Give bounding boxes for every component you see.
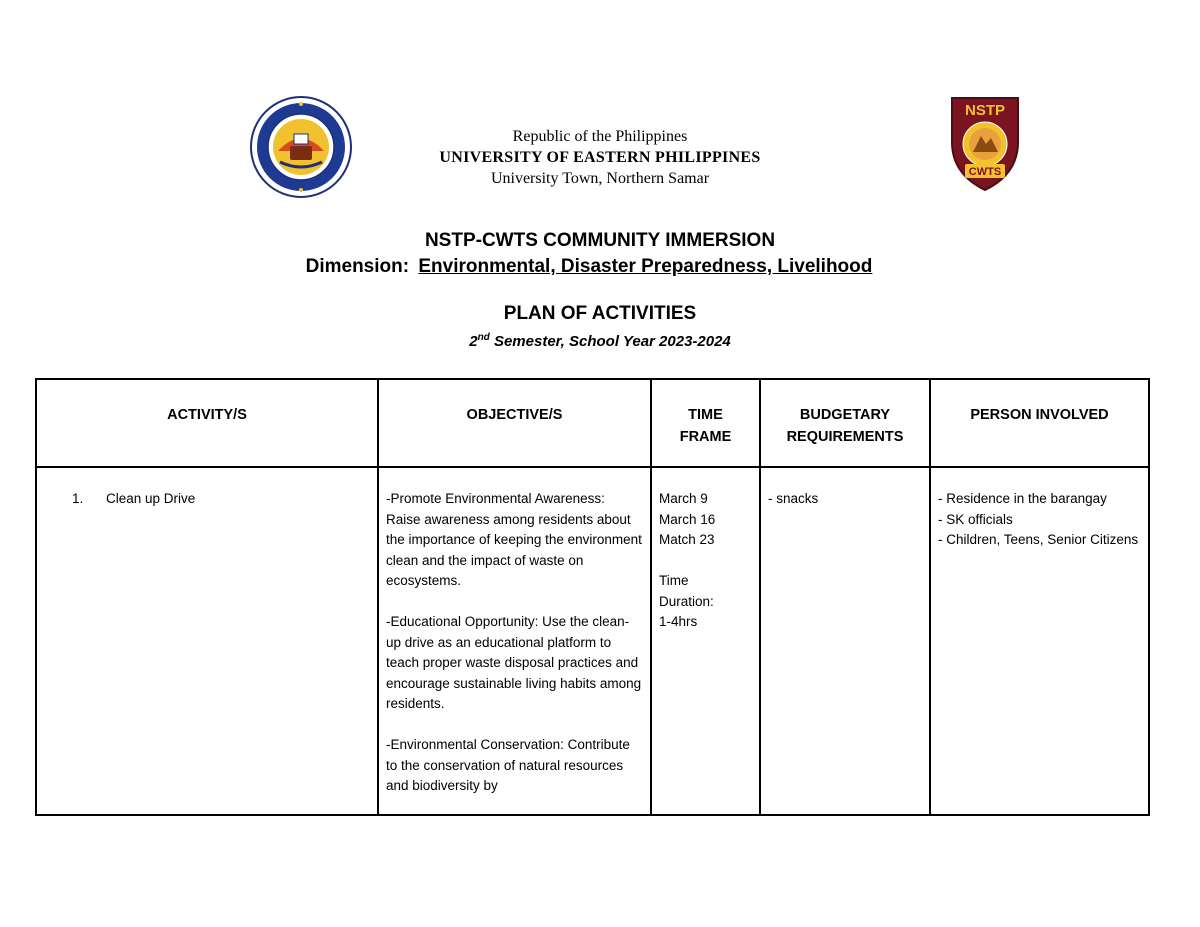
- activity-label: Clean up Drive: [106, 491, 196, 506]
- dimension-line: [0, 254, 1200, 280]
- header-objective: [378, 379, 651, 467]
- header-requirements-label: REQUIREMENTS: [786, 429, 904, 445]
- header-time-frame: [651, 379, 760, 467]
- header-budgetary-label: BUDGETARY: [799, 407, 891, 423]
- person-item: - Children, Teens, Senior Citizens: [938, 532, 1139, 547]
- republic-line: Republic of the Philippines: [512, 128, 688, 145]
- activities-table: [35, 378, 1150, 816]
- university-address: University Town, Northern Samar: [490, 170, 710, 187]
- nstp-cwts-logo-icon: [948, 94, 1022, 192]
- date-item: March 9: [659, 491, 708, 506]
- dimension-value: Environmental, Disaster Preparedness, Livelihood: [418, 256, 873, 277]
- date-item: Match 23: [659, 532, 715, 547]
- budget-cell: [760, 467, 930, 815]
- table-row: [36, 467, 1149, 815]
- header-budget: [760, 379, 930, 467]
- header-activity: [36, 379, 378, 467]
- semester-ordinal: nd: [477, 332, 490, 343]
- letterhead: [0, 0, 1200, 200]
- semester-text: Semester, School Year 2023-2024: [489, 333, 731, 350]
- person-cell: [930, 467, 1149, 815]
- duration-value: 1-4hrs: [659, 614, 698, 629]
- duration-label: Duration:: [659, 593, 714, 609]
- document-titles: [0, 228, 1200, 354]
- person-item: - SK officials: [938, 511, 1013, 527]
- activity-cell: [36, 467, 378, 815]
- document-title: NSTP-CWTS COMMUNITY IMMERSION: [424, 230, 776, 251]
- cwts-logo-text: CWTS: [968, 166, 1002, 178]
- nstp-logo-text: NSTP: [964, 102, 1006, 119]
- header-time-label: TIME: [688, 407, 723, 423]
- dimension-label: Dimension:: [305, 256, 410, 277]
- date-item: March 16: [659, 511, 716, 527]
- plan-title: PLAN OF ACTIVITIES: [503, 303, 697, 324]
- time-frame-cell: [651, 467, 760, 815]
- activity-item: [44, 489, 369, 510]
- objective-cell: [378, 467, 651, 815]
- table-header-row: [36, 379, 1149, 467]
- header-frame-label: FRAME: [679, 429, 732, 445]
- university-name: UNIVERSITY OF EASTERN PHILIPPINES: [439, 149, 761, 166]
- semester-number: 2: [469, 333, 478, 350]
- objective-item: -Promote Environmental Awareness: Raise awareness among residents about the importance of keeping the environment clean and the impact of waste on ecosystems.: [386, 491, 642, 588]
- activity-number: 1.: [72, 491, 84, 506]
- header-objective-label: OBJECTIVE/S: [466, 407, 563, 423]
- header-person-label: PERSON INVOLVED: [970, 407, 1109, 423]
- objective-item: -Educational Opportunity: Use the clean-up drive as an educational platform to teach proper waste disposal practices and encourage sustainable living habits among residents.: [386, 614, 642, 711]
- header-person: [930, 379, 1149, 467]
- duration-label: Time: [659, 573, 689, 588]
- semester-line: [0, 326, 1200, 354]
- header-activity-label: ACTIVITY/S: [167, 407, 247, 423]
- person-item: - Residence in the barangay: [938, 491, 1107, 506]
- budget-item: - snacks: [768, 491, 819, 506]
- objective-item: -Environmental Conservation: Contribute to the conservation of natural resources and biodiversity by: [386, 737, 630, 793]
